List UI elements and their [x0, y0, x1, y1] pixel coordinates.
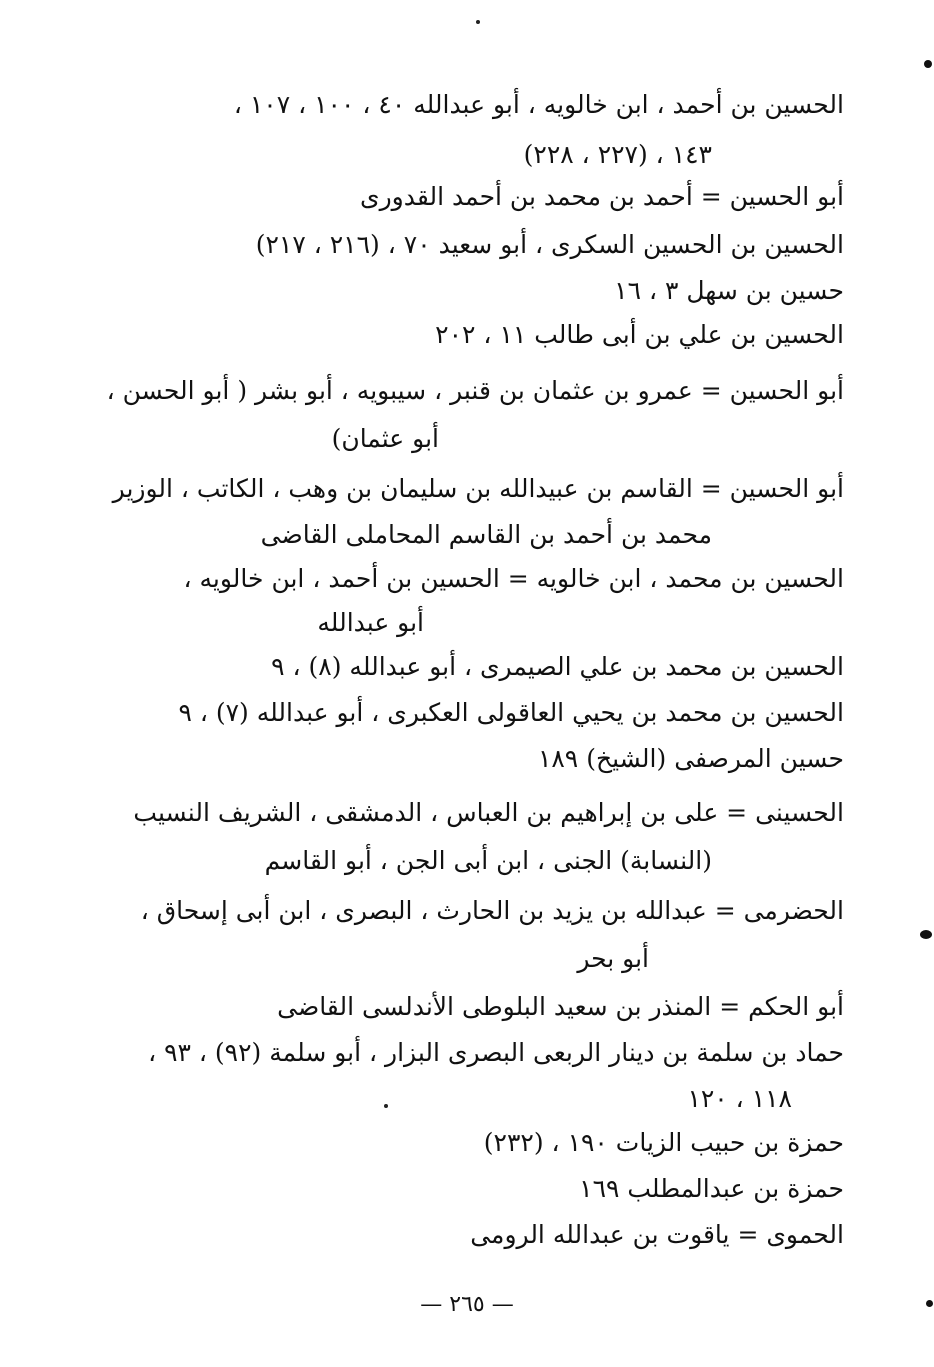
index-entry: الحسين بن محمد ، ابن خالويه = الحسين بن أحمد ، ابن خالويه ، — [183, 564, 844, 593]
index-entry: الحسين بن الحسين السكرى ، أبو سعيد ٧٠ ، (٢١٦ ، ٢١٧) — [255, 230, 844, 259]
index-entry: حسين المرصفى (الشيخ) ١٨٩ — [537, 744, 844, 773]
index-entry-continuation: أبو عبدالله — [317, 608, 424, 637]
index-entry: حماد بن سلمة بن دينار الربعى البصرى البزار ، أبو سلمة (٩٢) ، ٩٣ ، — [148, 1038, 844, 1067]
index-entry-continuation: أبو بحر — [577, 944, 649, 973]
index-entry: أبو الحسين = أحمد بن محمد بن أحمد القدورى — [360, 182, 844, 211]
index-entry-continuation: محمد بن أحمد بن القاسم المحاملى القاضى — [260, 520, 712, 549]
index-entry: الحضرمى = عبدالله بن يزيد بن الحارث ، البصرى ، ابن أبى إسحاق ، — [140, 896, 844, 925]
index-entry: الحسين بن أحمد ، ابن خالويه ، أبو عبدالله ٤٠ ، ١٠٠ ، ١٠٧ ، — [233, 90, 844, 119]
index-entry: أبو الحسين = عمرو بن عثمان بن قنبر ، سيبويه ، أبو بشر ( أبو الحسن ، — [106, 376, 844, 405]
edge-ink-mark — [924, 60, 932, 68]
index-entry: أبو الحسين = القاسم بن عبيدالله بن سليمان بن وهب ، الكاتب ، الوزير — [112, 474, 844, 503]
index-entry-continuation: ١٤٣ ، (٢٢٧ ، ٢٢٨) — [523, 140, 712, 169]
index-entry: الحسين بن محمد بن يحيي العاقولى العكبرى ، أبو عبدالله (٧) ، ٩ — [178, 698, 844, 727]
index-entry-continuation: أبو عثمان) — [331, 424, 439, 453]
index-entry: حمزة بن عبدالمطلب ١٦٩ — [579, 1174, 844, 1203]
index-entry-continuation: ١١٨ ، ١٢٠ — [687, 1084, 792, 1113]
edge-ink-mark — [926, 1300, 933, 1307]
index-entry: أبو الحكم = المنذر بن سعيد البلوطى الأندلسى القاضى — [277, 992, 844, 1021]
index-entry: حمزة بن حبيب الزيات ١٩٠ ، (٢٣٢) — [483, 1128, 844, 1157]
index-entry: حسين بن سهل ٣ ، ١٦ — [614, 276, 844, 305]
speck-dot — [384, 1104, 388, 1108]
index-entry: الحسينى = على بن إبراهيم بن العباس ، الدمشقى ، الشريف النسيب — [133, 798, 844, 827]
index-entry: الحموى = ياقوت بن عبدالله الرومى — [470, 1220, 844, 1249]
speck-dot — [476, 20, 480, 24]
index-entry-continuation: (النسابة) الجنى ، ابن أبى الجن ، أبو القاسم — [264, 846, 712, 875]
page-number: — ٢٦٥ — — [420, 1292, 514, 1317]
index-entry: الحسين بن محمد بن علي الصيمرى ، أبو عبدالله (٨) ، ٩ — [271, 652, 844, 681]
index-entry: الحسين بن علي بن أبى طالب ١١ ، ٢٠٢ — [435, 320, 844, 349]
edge-ink-mark — [920, 930, 932, 939]
